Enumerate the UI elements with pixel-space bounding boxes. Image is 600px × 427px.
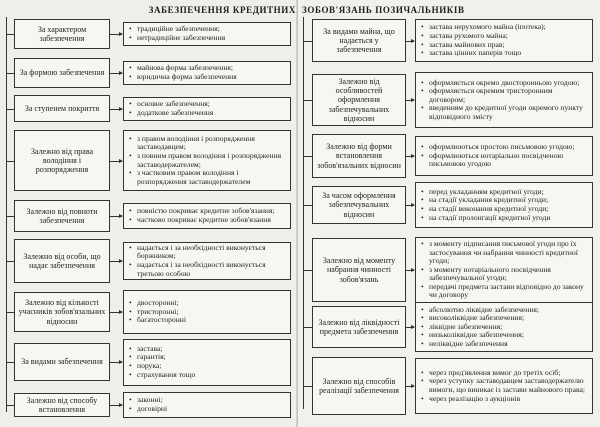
right-branch-7 xyxy=(303,386,312,387)
right-group-items-list xyxy=(416,21,549,59)
list-item: • високоліквідне забезпечення; xyxy=(420,314,539,323)
left-group-label-text: За видами забезпечення xyxy=(21,357,103,367)
right-group-items-list xyxy=(416,77,592,124)
list-item: • застава майнових прав; xyxy=(420,41,546,50)
right-group-label-text: Залежно від форми встановлення зобов'язальних відносин xyxy=(317,142,401,170)
right-arrow-5 xyxy=(406,270,414,271)
right-page xyxy=(298,0,600,427)
left-group-label-text: За характером забезпечення xyxy=(37,24,87,43)
list-item: • надається і за необхідності виконується третьою особою xyxy=(128,261,287,278)
right-group-5-items xyxy=(415,237,593,303)
right-arrow-7 xyxy=(406,386,414,387)
list-item: • традиційне забезпечення; xyxy=(128,25,225,34)
left-group-8-items xyxy=(123,339,291,386)
list-item: • нетрадиційне забезпечення xyxy=(128,34,225,43)
right-branch-2 xyxy=(303,100,312,101)
left-page-title: ЗАБЕЗПЕЧЕННЯ КРЕДИТНИХ xyxy=(148,5,296,15)
left-branch-9 xyxy=(6,405,14,406)
left-group-label-text: Залежно від способу встановлення xyxy=(26,395,98,414)
list-item: • передачі предмета застави відповідно до закону чи договору xyxy=(420,283,589,300)
right-group-2-items xyxy=(415,72,593,128)
right-group-4-label xyxy=(312,186,406,224)
list-item: • з частковим правом володіння і розпорядження заставодержателем xyxy=(128,169,287,186)
left-group-label-text: Залежно від повноти забезпечення xyxy=(26,206,98,225)
left-group-2-label xyxy=(14,58,110,88)
right-branch-5 xyxy=(303,270,312,271)
left-page xyxy=(0,0,298,427)
list-item: • з моменту нотаріального посвідчення забезпечувальної угоди; xyxy=(420,266,589,283)
right-group-5-label xyxy=(312,238,406,302)
left-group-2-items xyxy=(123,61,291,85)
right-trunk-line xyxy=(303,17,304,409)
list-item: • через пред'явлення вимог до третіх осіб; xyxy=(420,369,589,378)
left-arrow-3 xyxy=(110,109,122,110)
right-group-7-label xyxy=(312,357,406,415)
list-item: • через уступку заставодавцем заставодержателю вимоги, що виникає із застави майнового права; xyxy=(420,377,589,394)
left-group-items-list xyxy=(124,394,170,415)
right-branch-3 xyxy=(303,156,312,157)
right-group-4-items xyxy=(415,182,593,228)
left-group-label-text: Залежно від кількості учасників зобов'язальних відносин xyxy=(18,298,106,326)
left-group-items-list xyxy=(124,62,240,83)
left-group-label-text: Залежно від особи, що надає забезпечення xyxy=(23,251,101,270)
right-group-7-items xyxy=(415,358,593,414)
right-branch-4 xyxy=(303,205,312,206)
left-group-6-label xyxy=(14,239,110,283)
left-arrow-2 xyxy=(110,73,122,74)
left-group-3-items xyxy=(123,97,291,121)
left-group-9-items xyxy=(123,392,291,418)
left-arrow-8 xyxy=(110,362,122,363)
right-page-title: ЗОБОВ'ЯЗАНЬ ПОЗИЧАЛЬНИКІВ xyxy=(302,5,465,15)
left-trunk-line xyxy=(6,17,7,412)
left-group-items-list xyxy=(124,133,290,189)
list-item: • застава; xyxy=(128,345,195,354)
left-group-4-items xyxy=(123,130,291,191)
right-group-items-list xyxy=(416,141,592,171)
list-item: • оформлюються нотаріально посвідченою письмовою угодою xyxy=(420,152,589,169)
list-item: • додаткове забезпечення xyxy=(128,109,213,118)
right-group-label-text: Залежно від особливостей оформлення забезпечувальних відносин xyxy=(328,76,390,123)
list-item: • оформляється окремим тристоронним договором; xyxy=(420,87,589,104)
left-group-items-list xyxy=(124,343,198,381)
right-group-label-text: Залежно від ліквідності предмета забезпечення xyxy=(318,317,400,336)
list-item: • основне забезпечення; xyxy=(128,100,213,109)
right-group-3-label xyxy=(312,134,406,178)
list-item: • з повним правом володіння і розпорядження заставодержателем; xyxy=(128,152,287,169)
list-item: • майнова форма забезпечення; xyxy=(128,64,237,73)
list-item: • на стадії укладання кредитної угоди; xyxy=(420,196,550,205)
left-arrow-1 xyxy=(110,34,122,35)
list-item: • частково покриває кредитне зобов'язання xyxy=(128,216,275,225)
list-item: • на стадії виконання кредитної угоди; xyxy=(420,205,550,214)
left-group-1-items xyxy=(123,22,291,46)
right-group-label-text: За часом оформлення забезпечувальних відносин xyxy=(322,191,396,219)
right-group-label-text: За видами майна, що надається у забезпечення xyxy=(323,26,395,55)
right-branch-6 xyxy=(303,327,312,328)
left-arrow-4 xyxy=(110,161,122,162)
left-branch-5 xyxy=(6,216,14,217)
left-group-3-label xyxy=(14,95,110,122)
right-group-label-text: Залежно від способів реалізації забезпечення xyxy=(319,376,399,395)
list-item: • законні; xyxy=(128,396,167,405)
list-item: • абсолютно ліквідне забезпечення; xyxy=(420,306,539,315)
right-arrow-2 xyxy=(406,100,414,101)
list-item: • застава нерухомого майна (іпотека); xyxy=(420,23,546,32)
right-group-items-list xyxy=(416,238,592,302)
list-item: • через реалізацію з аукціонів xyxy=(420,395,589,404)
left-group-5-label xyxy=(14,200,110,232)
list-item: • на стадії пролонгації кредитної угоди xyxy=(420,214,550,223)
list-item: • страхування тощо xyxy=(128,371,195,380)
list-item: • низьколіквідне забезпечення; xyxy=(420,331,539,340)
left-branch-4 xyxy=(6,161,14,162)
right-group-items-list xyxy=(416,367,592,405)
left-group-6-items xyxy=(123,242,291,280)
left-group-7-label xyxy=(14,292,110,332)
left-branch-7 xyxy=(6,312,14,313)
left-branch-1 xyxy=(6,34,14,35)
left-group-5-items xyxy=(123,203,291,229)
list-item: • перед укладанням кредитної угоди; xyxy=(420,188,550,197)
left-group-label-text: За формою забезпечення xyxy=(19,68,105,78)
right-group-items-list xyxy=(416,304,542,351)
left-group-1-label xyxy=(14,19,110,49)
list-item: • надається і за необхідності виконується боржником; xyxy=(128,244,287,261)
right-group-1-items xyxy=(415,19,593,62)
left-branch-6 xyxy=(6,261,14,262)
list-item: • двосторонні; xyxy=(128,299,186,308)
list-item: • тристоронні; xyxy=(128,308,186,317)
right-group-label-text: Залежно від моменту набрання чинності зобов'язань xyxy=(322,256,396,284)
right-group-1-label xyxy=(312,19,406,62)
list-item: • договірні xyxy=(128,405,167,414)
list-item: • оформлюються простою письмовою угодою; xyxy=(420,143,589,152)
left-group-label-text: За ступенем покриття xyxy=(24,103,100,113)
list-item: • неліквідне забезпечення xyxy=(420,340,539,349)
right-group-items-list xyxy=(416,186,553,224)
right-group-3-items xyxy=(415,136,593,176)
left-group-items-list xyxy=(124,242,290,280)
left-group-9-label xyxy=(14,393,110,417)
left-group-items-list xyxy=(124,98,216,119)
left-branch-3 xyxy=(6,109,14,110)
left-branch-8 xyxy=(6,362,14,363)
left-group-label-text: Залежно від права володіння і розпорядження xyxy=(30,146,94,175)
left-arrow-9 xyxy=(110,405,122,406)
list-item: • ліквідне забезпечення; xyxy=(420,323,539,332)
left-branch-2 xyxy=(6,73,14,74)
left-group-4-label xyxy=(14,130,110,191)
right-group-2-label xyxy=(312,74,406,126)
list-item: • застава цінних паперів тощо xyxy=(420,49,546,58)
left-arrow-5 xyxy=(110,216,122,217)
right-arrow-4 xyxy=(406,205,414,206)
right-group-6-label xyxy=(312,306,406,348)
left-group-items-list xyxy=(124,297,189,327)
list-item: • повністю покриває кредитне зобов'язання; xyxy=(128,207,275,216)
list-item: • юридична форма забезпечення xyxy=(128,73,237,82)
left-group-8-label xyxy=(14,343,110,381)
left-arrow-7 xyxy=(110,312,122,313)
list-item: • з моменту підписання письмової угоди про їх застосування чи набрання чинності кредитної угоди; xyxy=(420,240,589,266)
right-arrow-3 xyxy=(406,156,414,157)
left-group-7-items xyxy=(123,290,291,334)
list-item: • оформляється окремо двосторонньою угодою; xyxy=(420,79,589,88)
right-branch-1 xyxy=(303,41,312,42)
list-item: • введенням до кредитної угоди окремого пункту відповідного змісту xyxy=(420,104,589,121)
right-group-6-items xyxy=(415,302,593,352)
left-group-items-list xyxy=(124,205,278,226)
right-arrow-6 xyxy=(406,327,414,328)
list-item: • з правом володіння і розпорядження заставодавцем; xyxy=(128,135,287,152)
list-item: • порука; xyxy=(128,362,195,371)
list-item: • гарантія; xyxy=(128,353,195,362)
list-item: • застава рухомого майна; xyxy=(420,32,546,41)
right-arrow-1 xyxy=(406,41,414,42)
list-item: • багатосторонні xyxy=(128,316,186,325)
left-arrow-6 xyxy=(110,261,122,262)
left-group-items-list xyxy=(124,23,228,44)
